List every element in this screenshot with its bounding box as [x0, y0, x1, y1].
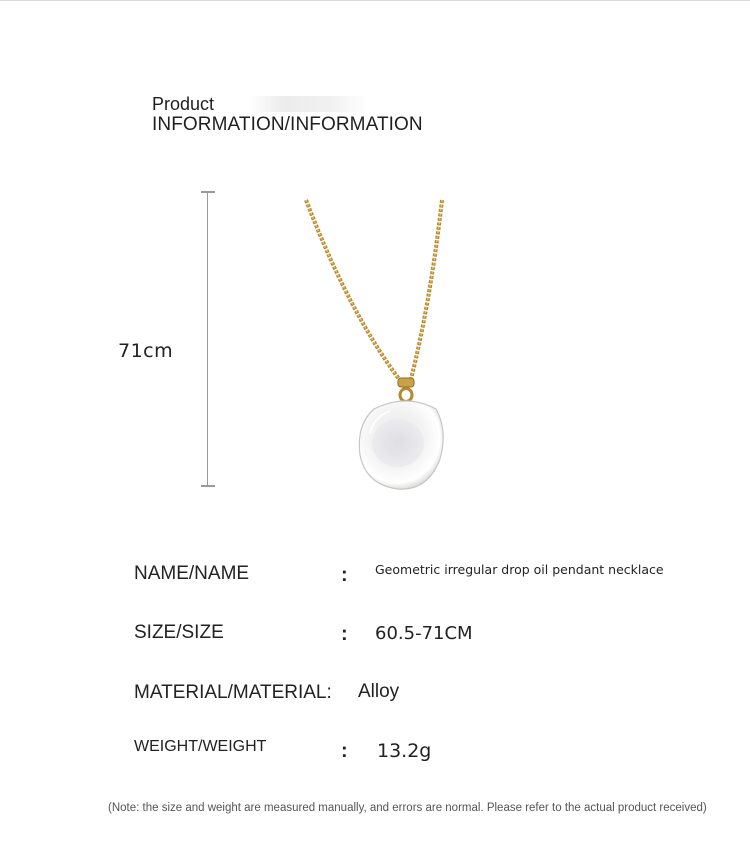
necklace-image [290, 195, 460, 505]
ruler-bottom-cap [201, 485, 215, 487]
ruler-bar [207, 191, 208, 487]
spec-size-value: 60.5-71CM [375, 623, 473, 644]
length-label: 71cm [118, 340, 174, 362]
header-title: Product [152, 94, 215, 114]
spec-name-label: NAME/NAME [134, 563, 250, 584]
chain [306, 200, 442, 383]
ruler-top-cap [201, 191, 215, 193]
bail [398, 378, 414, 402]
header-subtitle: INFORMATION/INFORMATION [152, 114, 423, 135]
spec-size-label: SIZE/SIZE [134, 622, 224, 643]
spec-material-label: MATERIAL/MATERIAL: [134, 682, 332, 703]
top-divider [0, 0, 750, 1]
disclaimer-note: (Note: the size and weight are measured manually, and errors are normal. Please refer to the actual product received) [108, 802, 707, 814]
pendant [359, 401, 443, 489]
spec-name-value: Geometric irregular drop oil pendant necklace [375, 562, 664, 577]
spec-weight-colon: : [341, 740, 348, 762]
spec-weight-label: WEIGHT/WEIGHT [134, 738, 267, 755]
spec-weight-value: 13.2g [377, 740, 432, 762]
spec-material-value: Alloy [358, 681, 400, 702]
header-smudge [248, 96, 368, 112]
length-ruler [206, 191, 209, 487]
spec-size-colon: : [341, 623, 348, 645]
spec-name-colon: : [341, 564, 348, 586]
